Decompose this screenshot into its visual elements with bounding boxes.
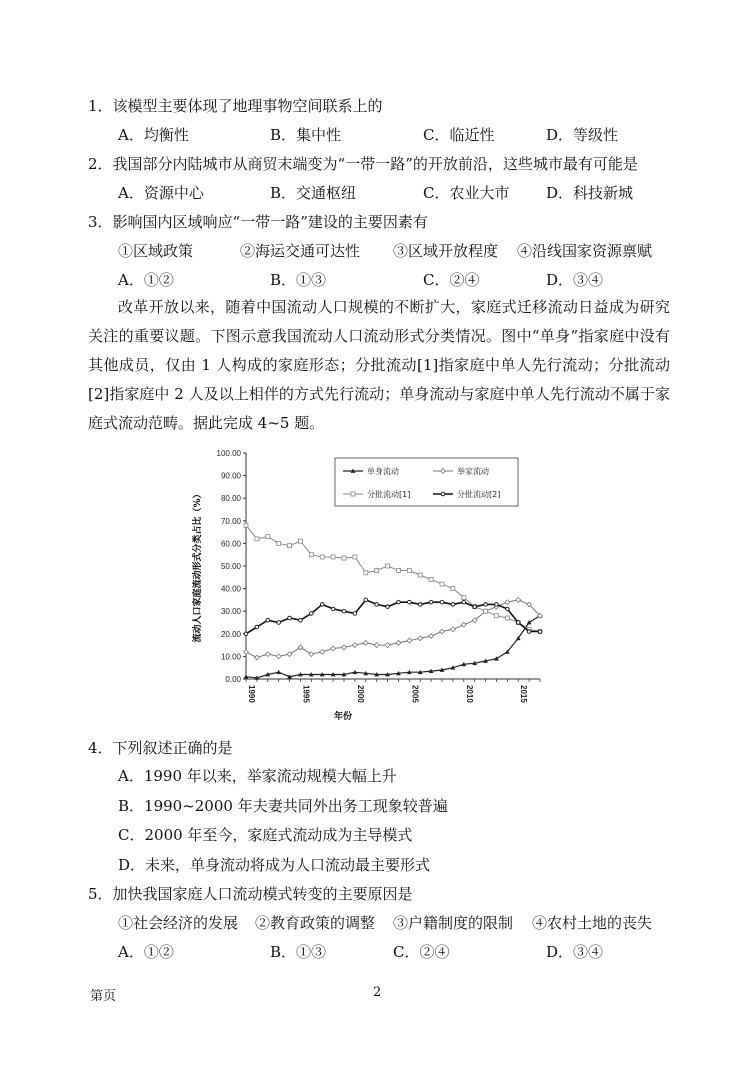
question-3-stem: 3．影响国内区域响应“一带一路”建设的主要因素有	[88, 213, 428, 231]
x-tick-label: 1995	[301, 685, 311, 703]
q2-option-b: B．交通枢纽	[270, 184, 357, 202]
batch-flow-2-point	[495, 603, 499, 607]
family-flow-point	[276, 654, 281, 659]
batch-flow-2-point	[331, 607, 335, 611]
batch-flow-2-point	[441, 492, 445, 496]
x-tick-label: 2000	[355, 685, 365, 703]
batch-flow-1-point	[418, 573, 422, 577]
q2-option-c: C．农业大市	[423, 184, 510, 202]
q3-option-a: A．①②	[118, 271, 174, 289]
family-flow-point	[505, 600, 510, 605]
y-tick-label: 70.00	[220, 516, 241, 526]
q3-item-2: ②海运交通可达性	[240, 242, 361, 260]
batch-flow-2-point	[397, 600, 401, 604]
family-flow-point	[287, 652, 292, 657]
batch-flow-1-point	[386, 564, 390, 568]
batch-flow-2-point	[538, 630, 542, 634]
q3-option-d: D．③④	[546, 271, 604, 289]
batch-flow-2-point	[484, 603, 488, 607]
batch-flow-2-point	[440, 600, 444, 604]
batch-flow-1-point	[298, 539, 302, 543]
single-flow-point	[494, 656, 499, 660]
batch-flow-1-point	[266, 535, 270, 539]
legend-label: 分批流动[1]	[367, 490, 411, 499]
q5-item-4: ④农村土地的丧失	[532, 914, 653, 932]
family-flow-point	[352, 643, 357, 648]
y-tick-label: 50.00	[220, 562, 241, 571]
x-tick-label: 2005	[410, 685, 420, 703]
legend-label: 单身流动	[367, 467, 399, 476]
family-flow-point	[320, 649, 325, 654]
y-tick-label: 10.00	[220, 652, 241, 662]
q1-option-d: D．等级性	[546, 126, 619, 144]
x-tick-label: 1990	[247, 685, 256, 703]
batch-flow-1-point	[494, 614, 498, 618]
batch-flow-1-point	[484, 609, 488, 613]
passage: 改革开放以来，随着中国流动人口规模的不断扩大，家庭式迁移流动日益成为研究关注的重要议题。下图示意我国流动人口流动形式分类情况。图中“单身”指家庭中没有其他成员，仅由 1 人构成的家庭形态；分批流动[1]指家庭中单人先行流动；分批流动[2]指家庭中 2 人及以上相伴的方式先行流动；单身流动与家庭中单人先行流动不属于家庭式流动范畴。据此完成 4~5 题。	[88, 298, 670, 432]
batch-flow-2-point	[516, 621, 520, 625]
question-4-stem: 4．下列叙述正确的是	[88, 739, 233, 757]
batch-flow-1-point	[505, 616, 509, 620]
q3-item-3: ③区域开放程度	[393, 242, 499, 260]
q5-item-3: ③户籍制度的限制	[393, 914, 514, 932]
q5-item-1: ①社会经济的发展	[118, 914, 239, 932]
family-flow-point	[309, 652, 314, 657]
footer-page-label: 第页	[90, 989, 117, 1004]
batch-flow-2-point	[408, 600, 412, 604]
y-axis-label: 流动人口家庭流动形式分类占比（%）	[193, 489, 203, 643]
batch-flow-2-point	[244, 632, 248, 636]
batch-flow-1-point	[288, 544, 292, 548]
x-axis-label: 年份	[333, 712, 353, 722]
family-flow-point	[429, 634, 434, 639]
q3-item-4: ④沿线国家资源禀赋	[517, 242, 653, 260]
q5-option-c: C．②④	[393, 943, 450, 961]
page-number: 2	[373, 985, 382, 1000]
flow-form-line-chart	[190, 440, 560, 725]
q1-option-c: C．临近性	[423, 126, 495, 144]
batch-flow-2-point	[299, 618, 303, 622]
y-tick-label: 0.00	[225, 675, 241, 684]
x-tick-label: 2010	[464, 685, 474, 703]
batch-flow-2-point	[429, 600, 433, 604]
batch-flow-2-point	[527, 630, 531, 634]
batch-flow-1-point	[462, 596, 466, 600]
batch-flow-1-point	[375, 569, 379, 573]
y-tick-label: 80.00	[220, 494, 241, 504]
q3-option-b: B．①③	[270, 271, 327, 289]
family-flow-point	[461, 622, 466, 627]
y-tick-label: 40.00	[220, 584, 241, 594]
batch-flow-1-point	[364, 571, 368, 575]
batch-flow-2-point	[506, 607, 510, 611]
batch-flow-2-point	[353, 612, 357, 616]
batch-flow-2-point	[342, 609, 346, 613]
batch-flow-1-point	[353, 555, 357, 559]
batch-flow-2-point	[266, 618, 270, 622]
family-flow-point	[407, 638, 412, 643]
batch-flow-1-point	[351, 492, 355, 496]
family-flow-point	[418, 636, 423, 641]
family-flow-point	[331, 646, 336, 651]
batch-flow-2-point	[255, 625, 259, 629]
family-flow-point	[342, 645, 347, 650]
q5-item-2: ②教育政策的调整	[255, 914, 376, 932]
q4-option-c: C．2000 年至今，家庭式流动成为主导模式	[118, 826, 413, 844]
series-line-triangle	[246, 616, 540, 678]
q2-option-d: D．科技新城	[546, 184, 634, 202]
batch-flow-1-point	[320, 555, 324, 559]
q5-option-d: D．③④	[546, 943, 604, 961]
family-flow-point	[396, 640, 401, 645]
y-tick-label: 30.00	[220, 607, 241, 617]
batch-flow-1-point	[429, 578, 433, 582]
y-tick-label: 60.00	[220, 539, 241, 549]
family-flow-point	[363, 640, 368, 645]
batch-flow-2-point	[462, 600, 466, 604]
batch-flow-2-point	[277, 621, 281, 625]
batch-flow-1-point	[277, 541, 281, 545]
batch-flow-2-point	[473, 605, 477, 609]
x-tick-label: 2015	[519, 685, 529, 703]
batch-flow-2-point	[375, 603, 379, 607]
family-flow-point	[265, 652, 270, 657]
batch-flow-1-point	[331, 555, 335, 559]
batch-flow-2-point	[364, 598, 368, 602]
family-flow-point	[374, 643, 379, 648]
batch-flow-1-point	[244, 523, 248, 527]
question-1-stem: 1．该模型主要体现了地理事物空间联系上的	[88, 97, 383, 115]
q5-option-b: B．①③	[270, 943, 327, 961]
q5-option-a: A．①②	[118, 943, 174, 961]
batch-flow-2-point	[288, 616, 292, 620]
batch-flow-2-point	[320, 603, 324, 607]
batch-flow-2-point	[310, 612, 314, 616]
batch-flow-2-point	[386, 605, 390, 609]
batch-flow-1-point	[440, 582, 444, 586]
y-tick-label: 90.00	[220, 471, 241, 481]
legend-label: 分批流动[2]	[457, 490, 501, 499]
q4-option-a: A．1990 年以来，举家流动规模大幅上升	[118, 767, 397, 785]
batch-flow-1-point	[396, 569, 400, 573]
y-tick-label: 20.00	[220, 629, 241, 639]
family-flow-point	[254, 655, 259, 660]
batch-flow-1-point	[309, 553, 313, 557]
family-flow-point	[385, 643, 390, 648]
q3-item-1: ①区域政策	[118, 242, 194, 260]
question-5-stem: 5．加快我国家庭人口流动模式转变的主要原因是	[88, 885, 413, 903]
batch-flow-1-point	[451, 587, 455, 591]
q1-option-a: A．均衡性	[118, 126, 189, 144]
legend-label: 举家流动	[457, 467, 489, 476]
batch-flow-1-point	[407, 569, 411, 573]
q4-option-d: D．未来，单身流动将成为人口流动最主要形式	[118, 856, 431, 874]
q3-option-c: C．②④	[423, 271, 480, 289]
q1-option-b: B．集中性	[270, 126, 342, 144]
question-2-stem: 2．我国部分内陆城市从商贸末端变为“一带一路”的开放前沿，这些城市最有可能是	[88, 155, 638, 173]
batch-flow-1-point	[255, 537, 259, 541]
batch-flow-2-point	[451, 603, 455, 607]
batch-flow-2-point	[418, 603, 422, 607]
y-tick-label: 100.00	[216, 449, 241, 458]
family-flow-point	[516, 598, 521, 603]
q4-option-b: B．1990~2000 年夫妻共同外出务工现象较普遍	[118, 797, 448, 815]
family-flow-point	[450, 627, 455, 632]
family-flow-point	[440, 629, 445, 634]
q2-option-a: A．资源中心	[118, 184, 204, 202]
batch-flow-1-point	[342, 556, 346, 560]
family-flow-point	[244, 649, 249, 654]
